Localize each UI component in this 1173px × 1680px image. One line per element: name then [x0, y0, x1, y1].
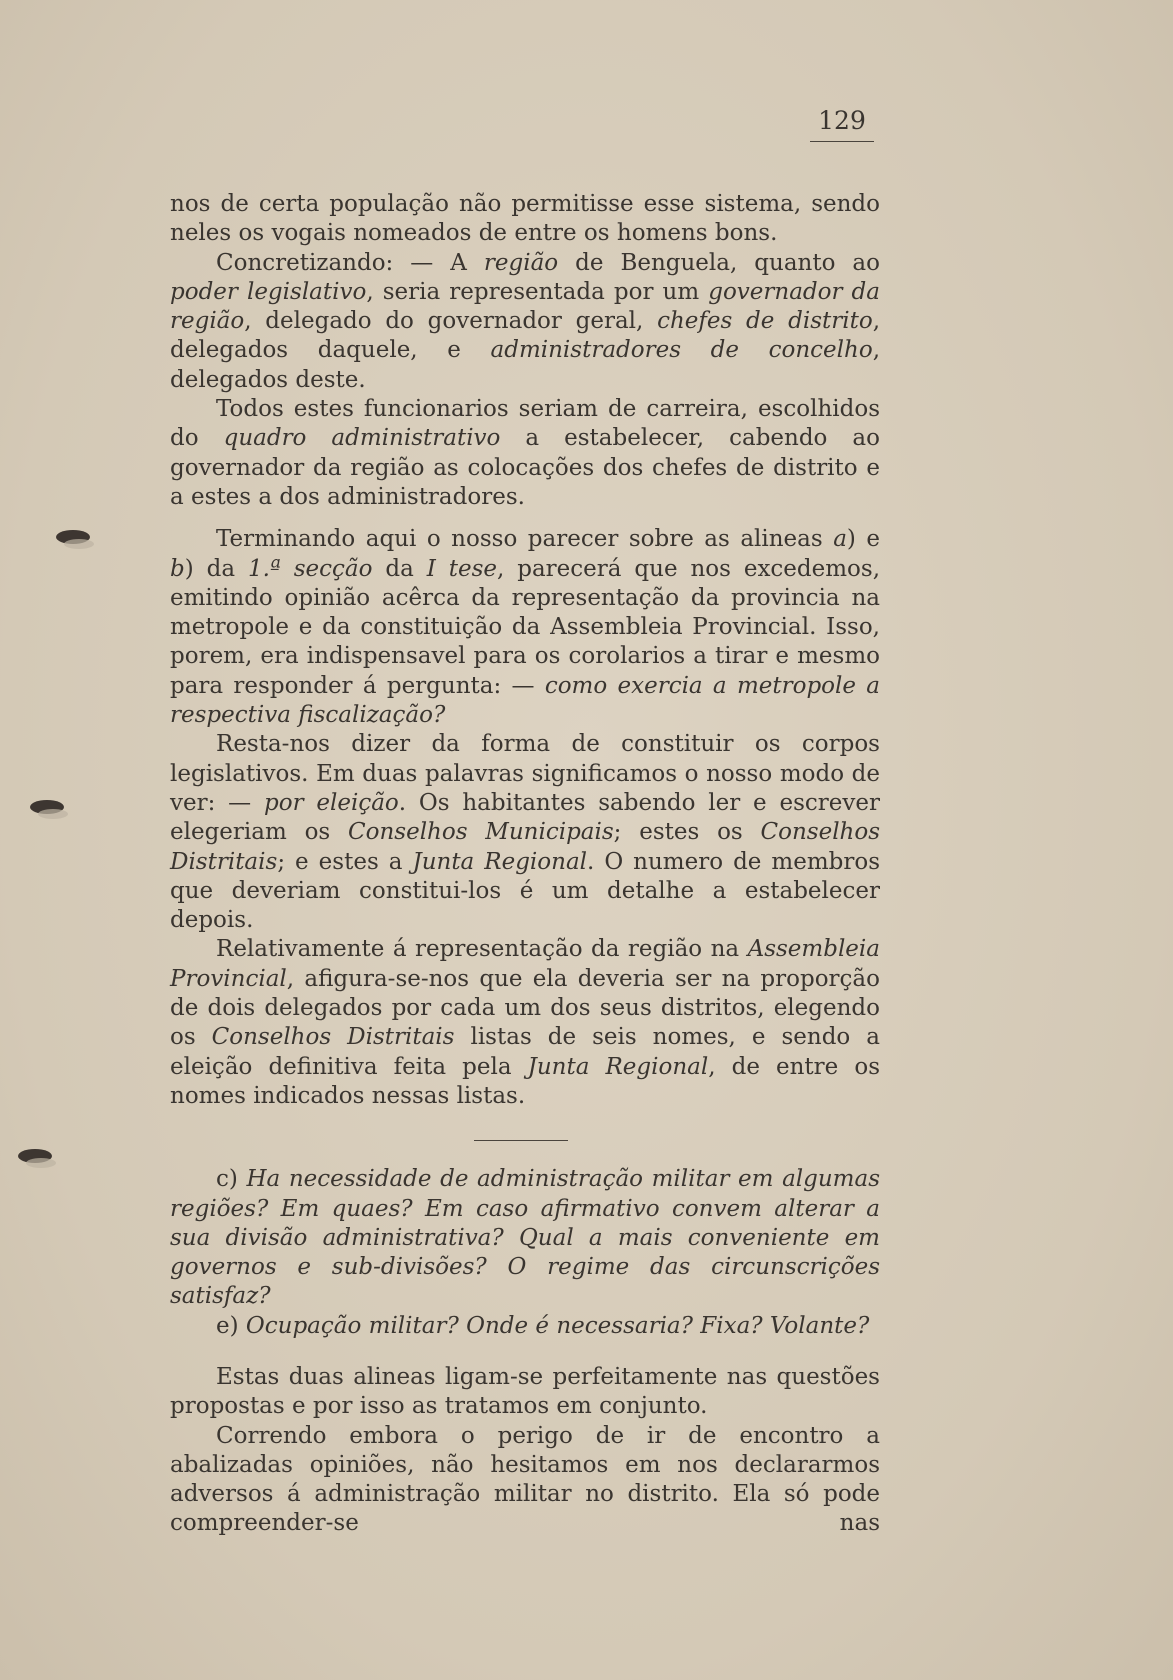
paragraph: Correndo embora o perigo de ir de encontro a abalizadas opiniões, não hesitamos em nos declararmos adversos á administração militar no distrito. Ela só pode compreender-se nas	[170, 1422, 880, 1537]
body-text	[170, 190, 880, 1539]
paragraph: Terminando aqui o nosso parecer sobre as alineas a) e b) da 1.ª secção da I tese, parecerá que nos excedemos, emitindo opinião acêrca da representação da provincia na metropole e da constituição da Assembleia Provincial. Isso, porem, era indispensavel para os corolarios a tirar e mesmo para responder á pergunta: — como exercia a metropole a respectiva fiscalização?	[170, 526, 881, 729]
binding-hole	[18, 1149, 52, 1163]
question-item	[170, 1165, 880, 1311]
paragraph: Estas duas alineas ligam-se perfeitamente nas questões propostas e por isso as tratamos em conjunto.	[170, 1363, 880, 1420]
paragraph: Resta-nos dizer da forma de constituir os corpos legislativos. Em duas palavras significamos o nosso modo de ver: — por eleição. Os habitantes sabendo ler e escrever elegeriam os Conselhos Municipais; estes os Conselhos Distritais; e estes a Junta Regional. O numero de membros que deveriam constitui-los é um detalhe a estabelecer depois.	[170, 731, 881, 934]
question-text: Ocupação militar? Onde é necessaria? Fixa? Volante?	[245, 1312, 870, 1339]
binding-hole	[56, 530, 90, 544]
question-label: c)	[216, 1166, 238, 1193]
binding-hole	[30, 800, 64, 814]
paragraph: Concretizando: — A região de Benguela, quanto ao poder legislativo, seria representada por um governador da região, delegado do governador geral, chefes de distrito, delegados daquele, e administradores de concelho, delegados deste.	[170, 249, 880, 393]
section-divider	[474, 1140, 568, 1141]
paragraph: nos de certa população não permitisse esse sistema, sendo neles os vogais nomeados de entre os homens bons.	[170, 191, 880, 247]
question-label: e)	[216, 1312, 239, 1339]
page-number: 129	[810, 106, 874, 142]
question-text: Ha necessidade de administração militar em algumas regiões? Em quaes? Em caso afirmativo convem alterar a sua divisão administrativa? Qual a mais conveniente em governos e sub-divisões? O regime das circunscrições satisfaz?	[170, 1166, 880, 1310]
paragraph: Todos estes funcionarios seriam de carreira, escolhidos do quadro administrativo a estabelecer, cabendo ao governador da região as colocações dos chefes de distrito e a estes a dos administradores.	[170, 396, 880, 510]
question-item	[170, 1312, 880, 1341]
paragraph: Relativamente á representação da região na Assembleia Provincial, afigura-se-nos que ela deveria ser na proporção de dois delegados por cada um dos seus distritos, elegendo os Conselhos Distritais listas de seis nomes, e sendo a eleição definitiva feita pela Junta Regional, de entre os nomes indicados nessas listas.	[170, 936, 880, 1109]
